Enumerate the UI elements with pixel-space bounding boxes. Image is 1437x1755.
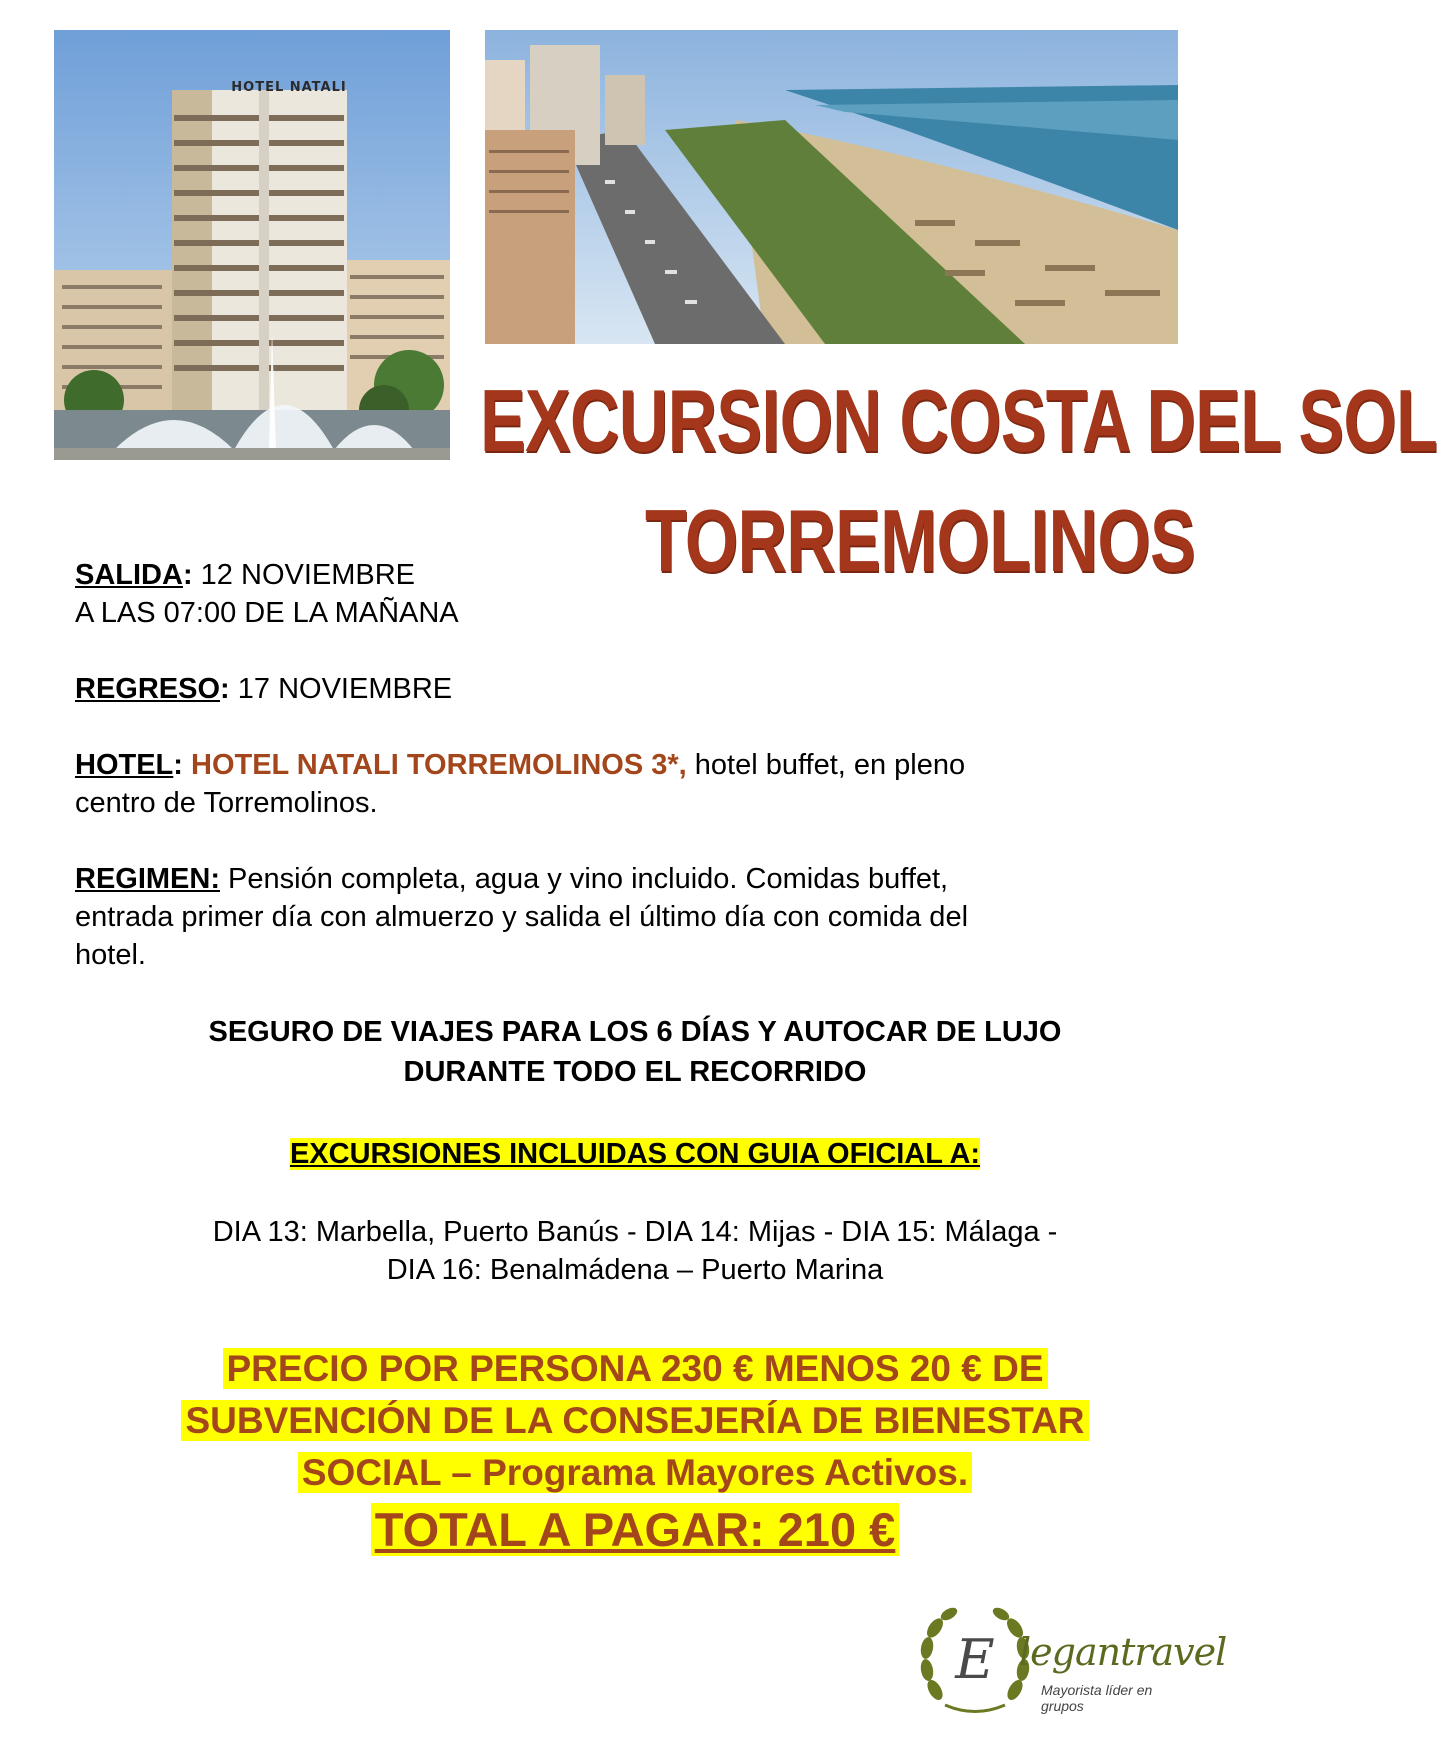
logo-brand-name: legantravel [1019, 1630, 1227, 1674]
excursiones-heading-wrap [60, 1134, 1210, 1174]
elegantravel-logo [915, 1600, 1227, 1720]
hotel-location: centro de Torremolinos. [75, 787, 378, 819]
precio-line-1: PRECIO POR PERSONA 230 € MENOS 20 € DE [223, 1348, 1048, 1389]
hotel-natali-photo [54, 30, 450, 460]
total-a-pagar: TOTAL A PAGAR: 210 € [371, 1503, 900, 1556]
precio-line-1-wrap [60, 1343, 1210, 1395]
total-wrap [60, 1500, 1210, 1560]
hotel-label: HOTEL [75, 749, 174, 781]
regimen-line-3: hotel. [75, 939, 146, 971]
regreso-value: 17 NOVIEMBRE [229, 673, 453, 705]
logo-tagline: Mayorista líder en grupos [1041, 1682, 1153, 1714]
hotel-sign-text: HOTEL NATALI [231, 80, 347, 95]
precio-line-3-wrap [60, 1447, 1210, 1499]
salida-line: SALIDA: 12 NOVIEMBRE [75, 559, 416, 591]
hotel-name: HOTEL NATALI TORREMOLINOS 3*, [191, 749, 687, 781]
precio-line-3: SOCIAL – Programa Mayores Activos. [298, 1452, 972, 1493]
seguro-line-1: SEGURO DE VIAJES PARA LOS 6 DÍAS Y AUTOCAR DE LUJO [208, 1016, 1062, 1048]
regreso-label: REGRESO [75, 673, 221, 705]
title-line-1: EXCURSION COSTA DEL SOL [480, 371, 1437, 470]
logo-initial: E [955, 1628, 995, 1691]
precio-line-2: SUBVENCIÓN DE LA CONSEJERÍA DE BIENESTAR [181, 1400, 1088, 1441]
precio-line-2-wrap [60, 1395, 1210, 1447]
regreso-line: REGRESO: 17 NOVIEMBRE [75, 673, 453, 705]
seguro-line-2: DURANTE TODO EL RECORRIDO [403, 1056, 867, 1088]
salida-value: 12 NOVIEMBRE [192, 559, 416, 591]
torremolinos-beach-photo [485, 30, 1178, 344]
hotel-line: HOTEL: HOTEL NATALI TORREMOLINOS 3*, hotel buffet, en pleno [75, 749, 966, 781]
excursiones-line-2: DIA 16: Benalmádena – Puerto Marina [386, 1254, 884, 1286]
title-line-2: TORREMOLINOS [645, 491, 1195, 590]
regimen-label: REGIMEN: [75, 863, 220, 895]
excursiones-line-1: DIA 13: Marbella, Puerto Banús - DIA 14: Mijas - DIA 15: Málaga - [212, 1216, 1058, 1248]
hotel-description: hotel buffet, en pleno [686, 749, 966, 781]
regimen-text-1: Pensión completa, agua y vino incluido. Comidas buffet, [220, 863, 949, 895]
laurel-wreath-icon [915, 1600, 1035, 1720]
regimen-line-1 [75, 860, 948, 898]
salida-label: SALIDA [75, 559, 183, 591]
regimen-line-2: entrada primer día con almuerzo y salida el último día con comida del [75, 901, 969, 933]
salida-time: A LAS 07:00 DE LA MAÑANA [75, 597, 459, 629]
excursiones-heading: EXCURSIONES INCLUIDAS CON GUIA OFICIAL A: [289, 1138, 981, 1170]
